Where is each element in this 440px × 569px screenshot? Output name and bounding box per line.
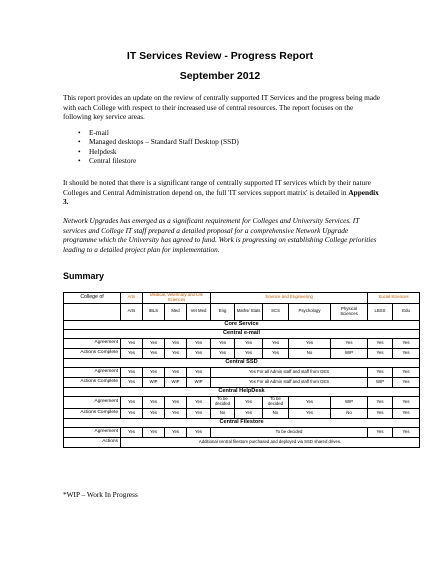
table-cell: Yes <box>187 408 211 418</box>
table-cell: Yes <box>121 348 143 358</box>
network-upgrades-paragraph: Network Upgrades has emerged as a significant requirement for Colleges and University Services. IT services and College IT staff prepared a detailed proposal for a comprehensive Network Upgrade programme which the University has agreed to fund. Work is progressing on establishing College priorities leading to a detailed project plan for implementation. <box>63 216 377 254</box>
note-text: It should be noted that there is a significant range of centrally supported IT services which by their nature Colleges and Central Administration depend on, the full 'IT services support matrix' is detailed in <box>63 178 371 197</box>
table-cell: Yes <box>368 408 393 418</box>
table-cell: Yes <box>143 338 165 348</box>
table-cell: Yes <box>165 367 187 377</box>
table-cell: Yes <box>121 408 143 418</box>
note-paragraph <box>63 178 381 207</box>
section-row <box>64 329 420 338</box>
table-cell: Yes <box>263 348 289 358</box>
table-cell: Yes <box>187 427 211 437</box>
table-cell: Yes <box>393 427 420 437</box>
section-row <box>64 418 420 427</box>
row-label: Actions <box>64 437 121 447</box>
table-cell: Yes <box>121 427 143 437</box>
row-label: Actions Complete <box>64 377 121 387</box>
table-cell: Yes <box>143 408 165 418</box>
column-header: IBLS <box>143 303 165 320</box>
table-cell: To be decided <box>211 396 235 408</box>
ssd-heading: Central SSD <box>64 358 420 367</box>
list-item: • Central filestore <box>78 156 239 165</box>
table-cell: Yes <box>235 396 263 408</box>
filestore-heading: Central Filestore <box>64 418 420 427</box>
group-header: Science and Engineering <box>211 293 368 304</box>
table-cell: To be decided <box>263 396 289 408</box>
list-item: • E-mail <box>78 128 239 137</box>
table-cell: Yes <box>368 396 393 408</box>
table-cell: Yes <box>393 338 420 348</box>
table-row <box>64 396 420 408</box>
summary-heading: Summary <box>63 271 105 281</box>
column-header: Physical Sciences <box>331 303 368 320</box>
table-cell: WIP <box>331 348 368 358</box>
table-row <box>64 338 420 348</box>
table-cell: Yes <box>165 396 187 408</box>
report-title: IT Services Review - Progress Report <box>126 50 314 62</box>
report-date: September 2012 <box>179 70 261 82</box>
list-item: • Managed desktops – Standard Staff Desktop (SSD) <box>78 137 239 146</box>
table-cell: WIP <box>331 396 368 408</box>
row-label: Actions Complete <box>64 348 121 358</box>
table-cell: Yes <box>331 338 368 348</box>
column-header: Arts <box>121 303 143 320</box>
table-cell: Yes <box>263 338 289 348</box>
section-row <box>64 387 420 396</box>
table-cell: Yes <box>121 377 143 387</box>
list-item: • Helpdesk <box>78 147 239 156</box>
table-cell: Yes <box>165 348 187 358</box>
column-header: Eng <box>211 303 235 320</box>
table-cell: Yes <box>289 338 331 348</box>
table-row <box>64 348 420 358</box>
table-cell: WIP <box>368 377 393 387</box>
column-header: LBSS <box>368 303 393 320</box>
table-cell: Yes <box>393 408 420 418</box>
table-row <box>64 377 420 387</box>
email-heading: Central e-mail <box>64 329 420 338</box>
table-cell: Yes <box>235 408 263 418</box>
table-cell: No <box>263 408 289 418</box>
row-label: Agreement <box>64 338 121 348</box>
table-cell: WIP <box>143 377 165 387</box>
table-cell: Yes <box>289 408 331 418</box>
row-label: Actions Complete <box>64 408 121 418</box>
table-row <box>64 367 420 377</box>
merged-cell: Yes For all Admin staff and staff from GES <box>211 377 368 387</box>
helpdesk-heading: Central HelpDesk <box>64 387 420 396</box>
footnote: *WIP – Work In Progress <box>63 490 138 499</box>
table-cell: WIP <box>187 377 211 387</box>
table-cell: Yes <box>393 367 420 377</box>
group-header: Medical, Veterinary and Life Sciences <box>143 293 211 304</box>
appendix-reference: Appendix 3. <box>63 187 379 207</box>
college-of-label: College of <box>64 293 121 304</box>
table-cell: Yes <box>211 348 235 358</box>
merged-cell: Additional central filestore purchased and deployed via SSD shared drives. <box>121 437 420 447</box>
table-cell: Yes <box>121 396 143 408</box>
table-row <box>64 427 420 437</box>
table-cell: Yes <box>368 427 393 437</box>
table-cell: Yes <box>187 338 211 348</box>
service-areas-list <box>78 128 239 166</box>
row-label: Agreement <box>64 367 121 377</box>
table-cell: Yes <box>235 338 263 348</box>
table-cell: Yes <box>368 367 393 377</box>
table-cell: Yes <box>393 348 420 358</box>
table-cell: Yes <box>393 377 420 387</box>
table-cell: Yes <box>143 367 165 377</box>
table-cell: WIP <box>165 377 187 387</box>
table-cell: Yes <box>187 396 211 408</box>
table-cell: Yes <box>165 408 187 418</box>
table-cell: Yes <box>143 396 165 408</box>
table-cell: Yes <box>165 338 187 348</box>
column-header: Maths/ Stats <box>235 303 263 320</box>
table-cell: Yes <box>368 348 393 358</box>
section-row <box>64 358 420 367</box>
column-header: SCS <box>263 303 289 320</box>
table-cell: Yes <box>289 396 331 408</box>
table-cell: Yes <box>165 427 187 437</box>
table-cell: Yes <box>143 427 165 437</box>
intro-paragraph: This report provides an update on the review of centrally supported IT Services and the progress being made with each College with respect to their increased use of central resources. The report focuses on the following key service areas. <box>63 93 380 122</box>
table-cell: Yes <box>235 348 263 358</box>
table-cell: No <box>211 408 235 418</box>
table-cell: Yes <box>393 396 420 408</box>
table-cell: Yes <box>187 367 211 377</box>
table-cell: No <box>289 348 331 358</box>
summary-table <box>63 292 420 448</box>
table-row <box>64 408 420 418</box>
merged-cell: Yes For all Admin staff and staff from GES <box>211 367 368 377</box>
table-row <box>64 437 420 447</box>
table-cell: No <box>331 408 368 418</box>
column-header: Vet Med <box>187 303 211 320</box>
table-group-header-row <box>64 293 420 304</box>
row-label: Agreement <box>64 427 121 437</box>
column-header: Psychology <box>289 303 331 320</box>
table-cell: Yes <box>121 338 143 348</box>
table-cell: Yes <box>121 367 143 377</box>
group-header: Social Sciences <box>368 293 420 304</box>
table-cell: Yes <box>211 338 235 348</box>
core-service-heading: Core Service <box>64 320 420 329</box>
table-cell: Yes <box>187 348 211 358</box>
table-cell: Yes <box>143 348 165 358</box>
column-header: Edu <box>393 303 420 320</box>
section-row <box>64 320 420 329</box>
table-cell: Yes <box>368 338 393 348</box>
column-header: Med <box>165 303 187 320</box>
row-label: Agreement <box>64 396 121 408</box>
table-column-header-row <box>64 303 420 320</box>
group-header: Arts <box>121 293 143 304</box>
merged-cell: To be decided <box>211 427 368 437</box>
